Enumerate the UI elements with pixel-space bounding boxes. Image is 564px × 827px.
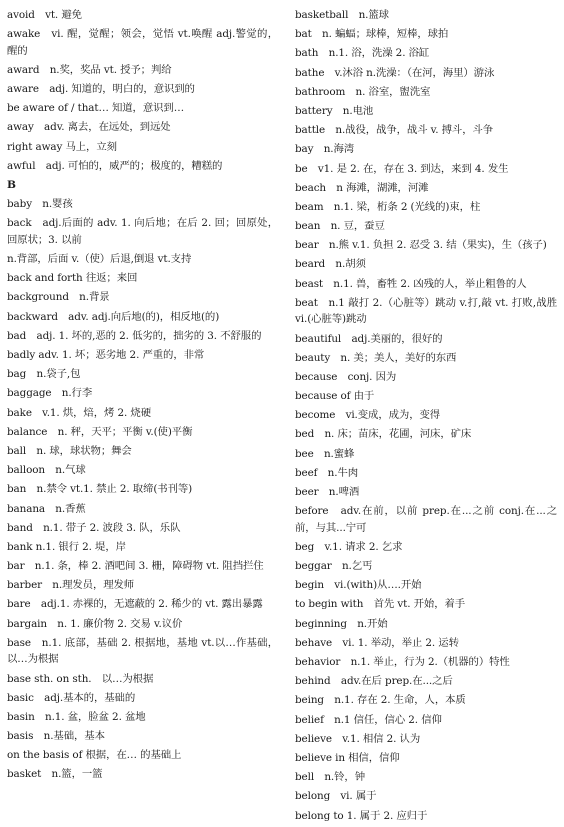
vocab-entry: bat n. 蝙蝠；球棒，短棒，球拍 (295, 28, 449, 41)
vocab-entry: avoid vt. 避免 (7, 9, 82, 21)
vocab-entry: right away 马上，立刻 (7, 140, 117, 153)
vocab-entry: behind adv.在后 prep.在...之后 (295, 675, 453, 688)
vocab-entry: battle n.战役，战争，战斗 v. 搏斗，斗争 (295, 124, 494, 137)
vocab-entry: band n.1. 带子 2. 波段 3. 队，乐队 (7, 521, 181, 534)
vocab-entry: be v1. 是 2. 在，存在 3. 到达，来到 4. 发生 (295, 162, 509, 175)
vocab-entry: base n.1. 底部，基础 2. 根据地，基地 vt.以…作基础，以…为根据 (7, 636, 278, 666)
vocab-entry: ball n. 球，球状物；舞会 (7, 444, 132, 457)
vocab-entry: bank n.1. 银行 2. 堤，岸 (7, 540, 126, 553)
vocab-entry: beg v.1. 请求 2. 乞求 (295, 540, 403, 553)
vocab-entry: background n.背景 (7, 291, 110, 304)
vocab-entry: bar n.1. 条，棒 2. 酒吧间 3. 栅，障碍物 vt. 阻挡拦住 (7, 560, 264, 573)
vocab-entry: bargain n. 1. 廉价物 2. 交易 v.议价 (7, 617, 183, 630)
vocab-entry: bee n.蜜蜂 (295, 447, 355, 460)
vocab-entry: begin vi.(with)从….开始 (295, 579, 422, 592)
vocab-entry: bed n. 床；苗床，花圃，河床，矿床 (295, 428, 472, 441)
left-column (7, 7, 278, 786)
vocab-entry: bathroom n. 浴室，盥洗室 (295, 85, 431, 98)
vocab-entry: bathe v.沐浴 n.洗澡：（在河，海里）游泳 (295, 66, 495, 79)
vocab-entry: barber n.理发员，理发师 (7, 579, 135, 592)
vocab-entry: beast n.1. 兽，畜牲 2. 凶残的人，举止粗鲁的人 (295, 277, 527, 290)
vocab-entry: bell n.铃，钟 (295, 771, 366, 784)
vocab-entry: before adv.在前，以前 prep.在...之前 conj.在...之前，与其...宁可 (295, 505, 557, 534)
vocab-entry: away adv. 离去，在远处，到远处 (7, 121, 171, 134)
vocab-entry: bare adj.1. 赤裸的，无遮蔽的 2. 稀少的 vt. 露出暴露 (7, 598, 263, 611)
vocab-entry: bay n.海湾 (295, 143, 355, 156)
vocab-entry: bake v.1. 烘，焙，烤 2. 烧硬 (7, 406, 151, 419)
vocab-entry: beam n.1. 梁，桁条 2 (光线的)束，柱 (295, 200, 481, 213)
vocab-entry: beach n 海滩，湖滩，河滩 (295, 181, 429, 194)
vocab-entry: to begin with 首先 vt. 开始，着手 (295, 598, 466, 611)
vocab-entry: behavior n.1. 举止，行为 2.（机器的）特性 (295, 656, 510, 668)
vocab-entry: awful adj. 可怕的，威严的；极度的，糟糕的 (7, 159, 223, 172)
vocab-entry: aware adj. 知道的，明白的，意识到的 (7, 83, 195, 96)
vocab-entry: believe v.1. 相信 2. 认为 (295, 732, 421, 745)
vocab-entry: belong vi. 属于 (295, 790, 377, 803)
vocab-entry: because conj. 因为 (295, 370, 397, 383)
vocab-entry: battery n.电池 (295, 104, 374, 117)
vocab-entry: bag n.袋子,包 (7, 368, 81, 381)
vocab-entry: awake vi. 醒，觉醒；领会，觉悟 vt.唤醒 adj.警觉的，醒的 (7, 28, 278, 57)
vocab-entry: because of 由于 (295, 390, 375, 403)
vocab-entry: back and forth 往返；来回 (7, 272, 138, 285)
vocab-entry: beautiful adj.美丽的，很好的 (295, 332, 443, 345)
vocab-entry: award n.奖，奖品 vt. 授予；判给 (7, 63, 172, 76)
vocab-entry: belief n.1 信任，信心 2. 信仰 (295, 713, 442, 726)
vocab-entry: balance n. 秤，天平；平衡 v.(使)平衡 (7, 425, 193, 438)
vocab-entry: basketball n.篮球 (295, 9, 389, 21)
vocab-entry: baggage n.行李 (7, 387, 93, 400)
vocab-entry: n.背部，后面 v.（使）后退,倒退 vt.支持 (7, 253, 192, 266)
vocab-entry: behave vi. 1. 举动，举止 2. 运转 (295, 636, 459, 649)
vocab-entry: beauty n. 美；美人，美好的东西 (295, 351, 457, 364)
vocab-entry: badly adv. 1. 坏；恶劣地 2. 严重的，非常 (7, 349, 205, 361)
vocab-entry: beggar n.乞丐 (295, 560, 373, 573)
vocab-entry: beginning n.开始 (295, 617, 388, 630)
vocab-entry: belong to 1. 属于 2. 应归于 (295, 809, 428, 822)
vocab-entry: basin n.1. 盆，脸盆 2. 盆地 (7, 710, 146, 723)
vocab-entry: beat n.1 敲打 2.（心脏等）跳动 v.打,敲 vt. 打败,战胜 vi.(心脏等)跳动 (295, 296, 557, 326)
vocab-entry: bad adj. 1. 坏的,恶的 2. 低劣的，拙劣的 3. 不舒服的 (7, 329, 262, 342)
vocab-entry: beard n.胡须 (295, 258, 366, 271)
vocab-entry: bear n.熊 v.1. 负担 2. 忍受 3. 结（果实)，生（孩子) (295, 239, 547, 252)
vocab-entry: back adj.后面的 adv. 1. 向后地；在后 2. 回；回原处，回原状；3. 以前 (7, 217, 278, 246)
vocab-entry: basket n.篮，一篮 (7, 768, 103, 781)
vocab-entry: ban n.禁令 vt.1. 禁止 2. 取缔(书刊等) (7, 483, 193, 496)
vocab-entry: beer n.啤酒 (295, 486, 360, 498)
vocab-entry: basic adj.基本的，基础的 (7, 691, 136, 704)
vocab-entry: backward adv. adj.向后地(的)，相反地(的) (7, 310, 220, 323)
vocab-entry: being n.1. 存在 2. 生命，人，本质 (295, 694, 466, 707)
vocab-entry: basis n.基础，基本 (7, 730, 105, 743)
vocab-entry: balloon n.气球 (7, 464, 86, 477)
vocab-entry: be aware of / that… 知道，意识到… (7, 102, 184, 115)
vocab-entry: bath n.1. 浴，洗澡 2. 浴缸 (295, 47, 430, 60)
vocab-entry: bean n. 豆，蚕豆 (295, 220, 385, 233)
section-letter-heading: B (7, 179, 16, 191)
vocab-entry: believe in 相信，信仰 (295, 751, 400, 764)
right-column (295, 7, 557, 827)
vocab-entry: banana n.香蕉 (7, 502, 86, 515)
vocab-entry: baby n.婴孩 (7, 198, 73, 211)
vocab-entry: beef n.牛肉 (295, 466, 359, 479)
vocab-entry: on the basis of 根据，在… 的基础上 (7, 749, 182, 762)
vocab-entry: become vi.变成，成为，变得 (295, 409, 441, 422)
vocab-entry: base sth. on sth. 以…为根据 (7, 672, 154, 685)
